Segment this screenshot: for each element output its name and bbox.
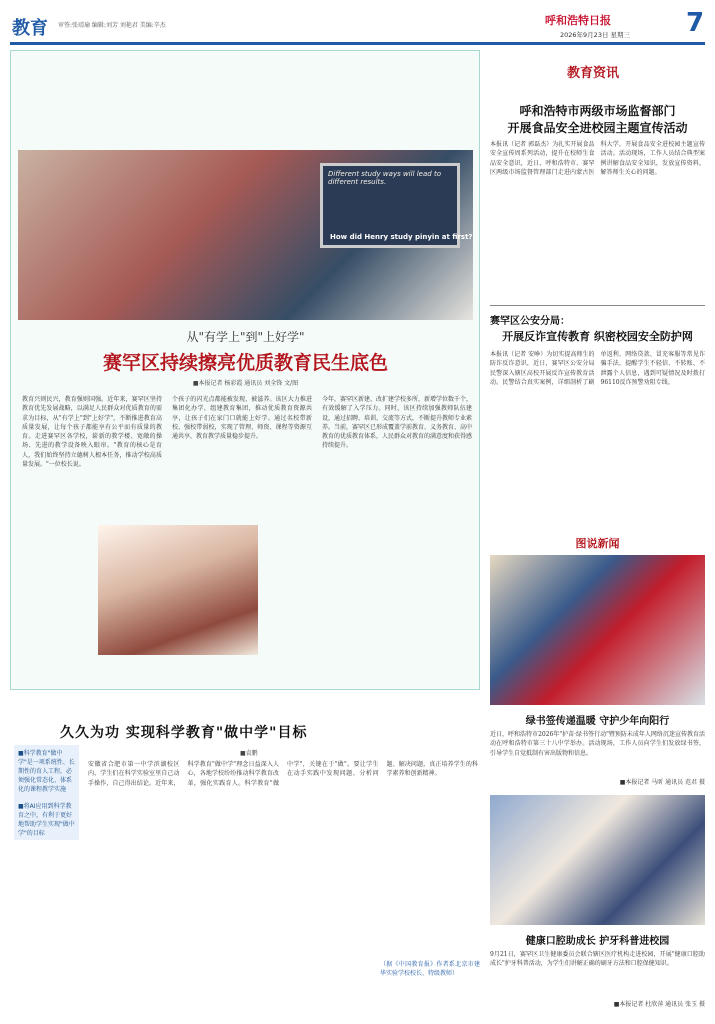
anti-fraud-class-photo	[490, 555, 705, 705]
page-number: 7	[686, 8, 705, 38]
article2-body: 本报讯（记者 安峥）为切实提高师生的防诈反诈意识，近日，赛罕区公安分局民警深入辖区高校开展反诈宣传教育活动。民警结合真实案例，详细剖析了刷单返利、网络贷款、冒充客服等常见诈骗手法，提醒学生不轻信、不转账、不泄露个人信息，遇到可疑情况及时拨打96110反诈预警劝阻专线。	[490, 351, 705, 386]
photo2-title: 健康口腔助成长 护牙科普进校园	[525, 936, 670, 947]
article2-title-line1: 赛罕区公安分局：	[490, 316, 570, 327]
editorial-title: 久久为功 实现科学教育"做中学"目标	[60, 725, 308, 741]
divider	[490, 305, 705, 306]
screen-question: How did Henry study pinyin at first?	[330, 233, 473, 241]
photo1-credit: ■本报记者 马昕 通讯员 范君 摄	[619, 779, 705, 786]
article2-title-line2: 开展反诈宣传教育 织密校园安全防护网	[502, 330, 693, 343]
header-rule	[10, 42, 705, 45]
dental-class-photo	[490, 795, 705, 925]
article1-body: 本报讯（记者 郭磊杰）为扎实开展食品安全宣传周系列活动，提升在校师生食品安全意识，近日，呼和浩特市、赛罕区两级市场监督管理部门走进内蒙古医科大学，开展食品安全进校园主题宣传活动。活动现场，工作人员结合典型案例讲解食品安全知识，发放宣传资料，解答师生关心的问题。	[490, 141, 705, 176]
section-name: 教育	[12, 18, 48, 39]
editorial-sidebar	[14, 745, 79, 840]
article1-title-line2: 开展食品安全进校园主题宣传活动	[507, 121, 688, 135]
article1-title-line1: 呼和浩特市两级市场监督部门	[519, 104, 676, 118]
feature-column-1: 教育兴则民兴，教育强则国强。近年来，赛罕区坚持教育优先发展战略，以满足人民群众对优质教育的需求为目标，从"有学上"到"上好学"，不断推进教育高质量发展，让每个孩子都能享有公平而有质量的教育。走进赛罕区各学校，崭新的教学楼、宽敞的操场、先进的教学设备映入眼帘。"教育的核心是育人，我们始终坚持立德树人根本任务，推动学校高质量发展。"一位校长说。	[22, 396, 162, 469]
photo-news-label: 图说新闻	[575, 537, 620, 550]
feature-column-2: 个孩子的闪光点都能被发现、被滋养。该区大力推进集团化办学，组建教育集团，推动优质教育资源共享，让孩子们在家门口就能上好学。通过名校带新校、强校带弱校，实现了管理、师资、课程等资源互通共享，教育教学质量稳步提升。	[172, 396, 312, 441]
photo1-caption: 近日，呼和浩特市2026年"护苗·绿书签行动"暨预防未成年人网络沉迷宣传教育活动在呼和浩特市第三十八中学举办。活动现场，工作人员向学生们发放绿书签，引导学生自觉抵制有害出版物和信息。	[490, 731, 705, 757]
newspaper-brand: 呼和浩特日报	[545, 14, 611, 27]
editorial-source: （据《中国教育报》作者系北京市建华实验学校校长、特级教师）	[380, 961, 480, 978]
feature-subtitle: 从"有学上"到"上好学"	[186, 330, 305, 344]
editors-line: 审签:张靖瑜 编辑:刘芳 刘艳君 美编:辛杰	[58, 22, 166, 29]
feature-title: 赛罕区持续擦亮优质教育民生底色	[102, 352, 388, 374]
screen-text: Different study ways will lead to different results.	[328, 170, 441, 187]
photo1-title: 绿书签传递温暖 守护少年向阳行	[525, 716, 670, 727]
sidebar-point-2: ■将AI应用到科学教育之中，有利于更好地帮助学生实现"做中学"的目标	[18, 803, 75, 837]
feature-byline: ■本报记者 杨彩霞 通讯员 刘全锋 文/图	[192, 380, 299, 387]
students-photo	[98, 525, 258, 655]
photo2-credit: ■本报记者 杜欣萍 通讯员 张玉 摄	[613, 1001, 705, 1008]
sidebar-point-1: ■科学教育"做中学"是一项系统性、长期性的育人工程，必须强化常态化、体系化的课程教学实施	[18, 750, 75, 793]
photo2-caption: 9月21日，赛罕区卫生健康委员会联合辖区医疗机构走进校园，开展"健康口腔助成长"护牙科普活动，为学生们讲解正确的刷牙方法和口腔保健知识。	[490, 951, 705, 968]
issue-date: 2026年9月23日 星期三	[560, 31, 631, 39]
feature-column-3: 今年，赛罕区新建、改扩建学校多所，新增学位数千个，有效缓解了入学压力。同时，该区持续加强教师队伍建设，通过招聘、培训、交流等方式，不断提升教师专业素养。当前，赛罕区已形成覆盖学前教育、义务教育、高中教育的优质教育体系，人民群众对教育的满意度和获得感持续提升。	[322, 396, 472, 450]
editorial-byline: ■袁鹏	[240, 750, 258, 757]
news-column-label: 教育资讯	[567, 66, 620, 81]
editorial-body: 安徽省合肥市第一中学滨湖校区内，学生们在科学实验室里自己动手操作，自己得出结论。近年来，科学教育"做中学"理念日益深入人心，各地学校纷纷推动科学教育改革，强化实践育人。科学教育"做中学"，关键在于"做"。要让学生在动手实践中发现问题、分析问题、解决问题，真正培养学生的科学素养和创新精神。	[88, 761, 478, 787]
